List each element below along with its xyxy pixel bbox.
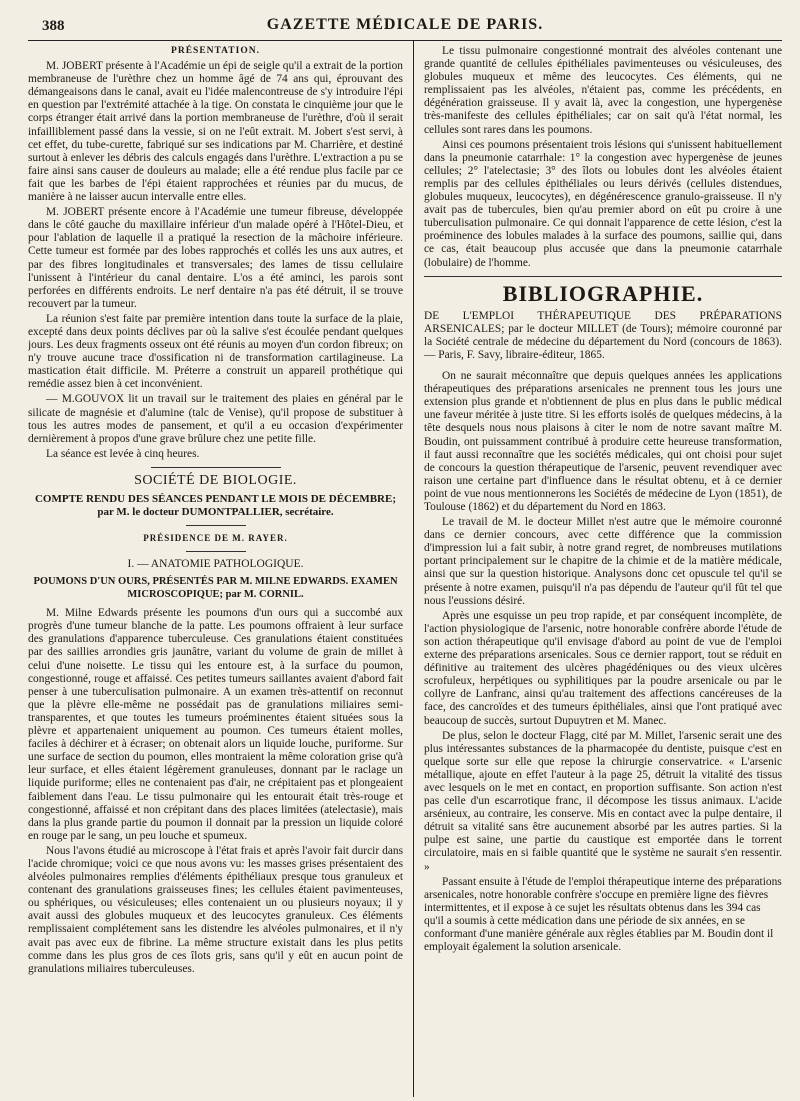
- book-reference: DE L'EMPLOI THÉRAPEUTIQUE DES PRÉPARATIONS ARSENICALES; par le docteur MILLET (de Tours); mémoire couronné par la Société centrale de médecine du département du Nord (concours de 1863). — Paris, F. Savy, libraire-éditeur, 1865.: [424, 309, 782, 361]
- paragraph: M. Milne Edwards présente les poumons d'un ours qui a succombé aux progrès d'une tumeur blanche de la patte. Les poumons offraient à leur surface des granulations d'apparence tuberculeuse. Ces granulations étaient constituées par des saillies arrondies gris jaunâtre, variant du volume de grain de millet à celui d'une noisette. Le tissu qui les entoure est, à la surface du poumon, congestionné, rouge et affaissé. Ces petites tumeurs saillantes avaient d'abord fait penser à une tuberculisation pulmonaire. A un examen très-attentif on reconnut que la plèvre elle-même ne possédait pas de granulations miliaires semi-transparentes, et que toutes les tumeurs proéminentes étaient situées sous la plèvre et appartenaient uniquement au poumon. Ces tumeurs étaient molles, faciles à déchirer et à écraser; on obtenait alors un liquide louche, puriforme. Sur une surface de section du poumon, elles montraient la même coloration grise qu'à leur surface, et elles étaient légèrement granuleuses, donnant par le raclage un liquide puriforme; elles ne contenaient pas d'air, ne crépitaient pas et plongeaient faiblement dans l'eau. Le tissu pulmonaire qui les entourait était très-rouge et congestionné, affaissé et non crépitant dans des places limitées (atelectasie), mais dans la plus grande partie du poumon il donnait par la pression un liquide coloré en rouge par le sang, un peu louche et spumeux.: [28, 607, 403, 842]
- paragraph: Ainsi ces poumons présentaient trois lésions qui s'unissent habituellement dans la pneumonie catarrhale: 1° la congestion avec hypergenèse de jeunes cellules; 2° l'atelectasie; 3° des îlots ou lobules dont les alvéoles étaient remplis par des cellules épithéliales ou leurs dérivés (cellules distendues, globules muqueux, leucocytes), en dégénérescence granulo-graisseuse. Il n'y avait pas de tubercules, bien qu'au premier abord on eût pu croire à une tuberculisation pulmonaire. Ce qui donnait l'apparence de cette lésion, c'est la proéminence des lobules malades à la surface des poumons, saillie qui, dans ce cas, était beaucoup plus accusée que dans la pneumonie catarrhale (lobulaire) de l'homme.: [424, 138, 782, 269]
- page-header: [28, 0, 782, 41]
- paragraph: — M.GOUVOX lit un travail sur le traitement des plaies en général par le silicate de magnésie et d'alumine (talc de Venise), qu'il propose de substituer à tous les autres modes de pansement, et qu'il a eu occasion d'expérimenter dernièrement à propos d'une grave brûlure chez une petite fille.: [28, 393, 403, 445]
- paragraph: Le travail de M. le docteur Millet n'est autre que le mémoire couronné dans ce dernier concours, avec cette différence que la commission d'impression lui a fait subir, à notre grand regret, de nombreuses mutilations portant principalement sur le chapitre de la chimie et de la matière médicale, ainsi que sur la question historique. Analysons donc cet opuscule tel qu'il se présente à notre examen, puisqu'il n'a pas dépendu de l'auteur qu'il fût tel que nous l'eussions désiré.: [424, 516, 782, 607]
- paragraph: On ne saurait méconnaître que depuis quelques années les applications thérapeutiques des préparations arsenicales ne prennent tous les jours une extension plus grande et n'obtiennent de plus en plus dans le public médical une faveur méritée à juste titre. Si les efforts isolés de quelques médecins, à la tête desquels nous nous plaisons à citer le nom de notre savant maître M. Boudin, ont puissamment contribué à produire cette heureuse transformation, il faut aussi reconnaître que les sociétés médicales, qui ont choisi pour sujet de concours la question thérapeutique de l'arsenic, peuvent revendiquer avec raison une certaine part d'influence dans le résultat obtenu, et à ce dernier point de vue nous mentionnerons les Sociétés de médecine de Lyon (1851), de Toulouse (1862) et du département du Nord en 1863.: [424, 370, 782, 513]
- paragraph: M. JOBERT présente à l'Académie un épi de seigle qu'il a extrait de la portion membraneuse de l'urèthre chez un homme âgé de 74 ans qui, éprouvant des démangeaisons dans le canal, avait eu l'idée malencontreuse de s'y introduire l'épi en question par l'extrémité attachée à la tige. On constata le cinquième jour que le corps étranger était arrivé dans la portion membraneuse de l'urèthre, d'où il serait infailliblement passé dans la vessie, si on ne l'eût extrait. M. Jobert s'est servi, à cet effet, du tube-curette, fabriqué sur ses indications par M. Charrière, et destiné surtout à enlever les débris des calculs engagés dans l'urèthre. L'extraction a pu se faire ainsi sans causer de douleurs au malade; elle a été rendue plus facile par ce fait que les barbes de l'épi étaient rapprochées et réunies par du mucus, de manière à ne laisser aucun intervalle entre elles.: [28, 60, 403, 204]
- presidence-line: PRÉSIDENCE DE M. RAYER.: [143, 533, 288, 543]
- subsection-title: POUMONS D'UN OURS, PRÉSENTÉS PAR M. MILNE EDWARDS. EXAMEN MICROSCOPIQUE; par M. CORNIL.: [33, 576, 398, 601]
- society-title: SOCIÉTÉ DE BIOLOGIE.: [134, 472, 297, 488]
- short-divider: [186, 525, 246, 526]
- paragraph: Nous l'avons étudié au microscope à l'état frais et après l'avoir fait durcir dans l'acide chromique; voici ce que nous avons vu: les masses grises présentaient des alvéoles pulmonaires remplies d'éléments épithéliaux presque tous granuleux et contenant des granulations graisseuses fines; les cellules étaient pavimenteuses, ou sphériques, ou vésiculeuses; elles contenaient un ou plusieurs noyaux; il y avait aussi des globules muqueux et des leucocytes granuleux. Ces éléments remplissaient complétement sans les distendre les alvéoles pulmonaires, et il n'y avait pas avec eux de fibrine. La même structure existait dans les plus petits comme dans les plus gros de ces îlots gris, sans qu'il y eût en aucun point de granulations miliaires tuberculeuses.: [28, 844, 403, 975]
- section-divider: [424, 276, 782, 277]
- presentation-heading: PRÉSENTATION.: [171, 46, 260, 56]
- paragraph: M. JOBERT présente encore à l'Académie une tumeur fibreuse, développée dans le côté gauche du maxillaire inférieur d'un malade opéré à l'Hôtel-Dieu, et pour l'ablation de laquelle il a pratiqué la resection de la mâchoire inférieure. Cette tumeur est formée par des lobes rapprochés et collés les uns aux autres, et par des fibres longitudinales et transversales; des lames de tissu cellulaire l'unissent à l'intérieur du canal dentaire. L'os a été aminci, les parois sont perforées en différents endroits. Le nerf dentaire n'a pas été détruit, il se trouve recouvert par la tumeur.: [28, 206, 403, 310]
- left-column: [28, 41, 413, 1097]
- right-column: [413, 41, 782, 1097]
- paragraph: De plus, selon le docteur Flagg, cité par M. Millet, l'arsenic serait une des plus intéressantes substances de la pharmacopée du dentiste, puisque c'est en quelque sorte sur elle que repose la chirurgie conservatrice. « L'arsenic métallique, ajoute en effet l'auteur à la page 25, détruit la vitalité des tissus avec lesquels on le met en contact, en proportion suffisante. Son action n'est pas celle d'un escarrotique franc, il décompose les tissus animaux. L'acide arsénieux, au contraire, les conserve. Mis en contact avec la pulpe dentaire, il détruit sa vitalité sans être aucunement absorbé par les autres parties. Si la pulpe est saine, une partie du caustique est emportée dans le torrent circulatoire, mais en si faible quantité que le système ne saurait s'en ressentir. »: [424, 729, 782, 873]
- paragraph: Après une esquisse un peu trop rapide, et par conséquent incomplète, de l'action physiologique de l'arsenic, notre honorable confrère aborde l'étude de son action thérapeutique qu'il envisage d'abord au point de vue de l'emploi externe des préparations arsenicales. Sous ce dernier rapport, tout se réduit en définitive au traitement des ulcères phagédéniques ou des vieux ulcères scrofuleux, herpétiques ou syphilitiques par la poudre arsenicale ou par le collyre de Lanfranc, ainsi qu'au traitement des affections cancéreuses de la face, des cancroïdes et des tumeurs épithéliales, ainsi que l'ont pratiqué avec beaucoup de succès, surtout Dupuytren et M. Manec.: [424, 609, 782, 727]
- section-title: I. — ANATOMIE PATHOLOGIQUE.: [127, 558, 304, 571]
- short-divider: [186, 551, 246, 552]
- compte-rendu-line: COMPTE RENDU DES SÉANCES PENDANT LE MOIS DE DÉCEMBRE; par M. le docteur DUMONTPALLIER, secrétaire.: [34, 493, 396, 518]
- paragraph: La réunion s'est faite par première intention dans toute la surface de la plaie, excepté dans deux points déclives par où la salive s'est écoulée pendant quelques jours. Les deux fragments osseux ont été réunis au moyen d'un cordon fibreux; on n'y trouve aucune trace d'ossification ni de transformation cartilagineuse. La mastication était difficile. M. Préterre a construit un appareil prothétique qui remédie assez bien à cet inconvénient.: [28, 312, 403, 391]
- page-number: 388: [42, 18, 65, 34]
- paragraph: Passant ensuite à l'étude de l'emploi thérapeutique interne des préparations arsenicales, notre honorable confrère s'occupe en première ligne des fièvres intermittentes, et il expose à ce sujet les résultats obtenus dans les 394 cas qu'il a soumis à cette médication dans une période de six années, en se conformant d'une manière générale aux règles établies par M. Boudin dont il employait également la solution arsenicale.: [424, 875, 782, 954]
- section-divider: [151, 467, 281, 468]
- paragraph: Le tissu pulmonaire congestionné montrait des alvéoles contenant une grande quantité de cellules épithéliales pavimenteuses ou vésiculeuses, des globules muqueux et même des leucocytes. Ces éléments, qui ne remplissaient pas les alvéoles, n'étaient pas, comme les précédents, en dégénération graisseuse. Il y avait là, avec la congestion, une hypergenèse très-manifeste des cellules épithéliales; car on sait qu'à l'état normal, les cellules sont rares dans les poumons.: [424, 45, 782, 136]
- columns: [28, 41, 782, 1097]
- journal-title: GAZETTE MÉDICALE DE PARIS.: [266, 16, 544, 33]
- paragraph: La séance est levée à cinq heures.: [46, 447, 200, 460]
- bibliography-title: BIBLIOGRAPHIE.: [502, 280, 704, 306]
